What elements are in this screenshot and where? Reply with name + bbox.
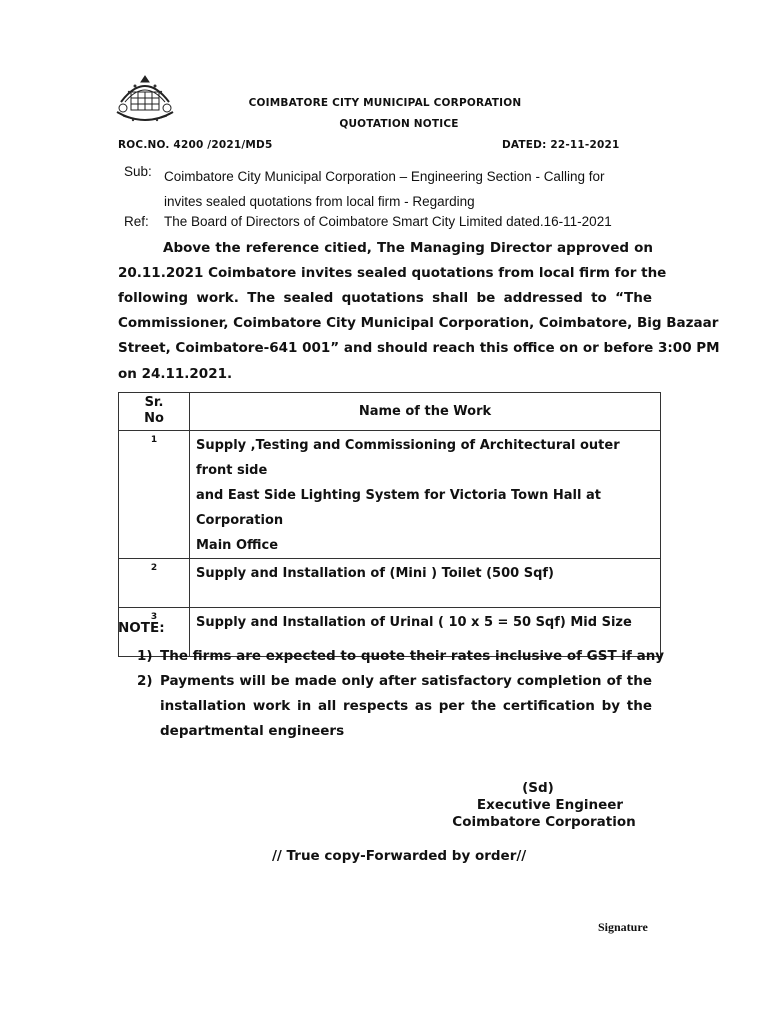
row-sr-no: 3 (119, 608, 190, 657)
header-work-name: Name of the Work (190, 393, 661, 431)
true-copy-line: // True copy-Forwarded by order// (272, 848, 527, 864)
note-line: The firms are expected to quote their rates inclusive of GST if any (160, 648, 665, 664)
note-item (137, 644, 665, 669)
signature-label: Signature (598, 920, 648, 934)
header-sr-line2: No (144, 411, 164, 426)
header-sr-no (119, 393, 190, 431)
note-number: 2) (137, 673, 153, 689)
note-label: NOTE: (118, 620, 165, 636)
table-row (119, 431, 661, 559)
note-number: 1) (137, 648, 153, 664)
reference-text: The Board of Directors of Coimbatore Smart City Limited dated.16-11-2021 (164, 214, 612, 229)
body-line: 20.11.2021 Coimbatore invites sealed quotations from local firm for the (118, 265, 667, 281)
subject-text (164, 164, 644, 214)
body-line: on 24.11.2021. (118, 366, 233, 382)
work-line: Main Office (196, 538, 279, 553)
row-sr-no: 1 (119, 431, 190, 559)
subject-label: Sub: (124, 164, 152, 179)
work-line: Supply and Installation of Urinal ( 10 x 5 = 50 Sqf) Mid Size (196, 615, 632, 630)
notice-date: DATED: 22-11-2021 (502, 139, 620, 151)
signed-mark: (Sd) (522, 780, 554, 796)
body-line: Street, Coimbatore-641 001” and should reach this office on or before 3:00 PM (118, 340, 720, 356)
work-line: Supply ,Testing and Commissioning of Architectural outer front side (196, 438, 620, 478)
note-line: departmental engineers (160, 723, 345, 739)
row-work-name (190, 559, 661, 608)
work-line: Supply and Installation of (Mini ) Toilet (500 Sqf) (196, 566, 554, 581)
table-row (119, 559, 661, 608)
note-item (137, 669, 652, 744)
subject-line-2: invites sealed quotations from local firm - Regarding (164, 194, 475, 209)
works-table (118, 392, 661, 657)
table-header-row (119, 393, 661, 431)
reference-label: Ref: (124, 214, 149, 229)
notice-title: QUOTATION NOTICE (339, 118, 459, 130)
body-line: Above the reference citied, The Managing Director approved on (163, 240, 653, 256)
body-line: Commissioner, Coimbatore City Municipal Corporation, Coimbatore, Big Bazaar (118, 315, 719, 331)
roc-number: ROC.NO. 4200 /2021/MD5 (118, 139, 273, 151)
header-sr-line1: Sr. (144, 395, 164, 410)
corporation-title: COIMBATORE CITY MUNICIPAL CORPORATION (248, 97, 522, 109)
row-work-name (190, 431, 661, 559)
row-sr-no: 2 (119, 559, 190, 608)
note-list (137, 644, 665, 744)
work-line: and East Side Lighting System for Victoria Town Hall at Corporation (196, 488, 601, 528)
note-line: installation work in all respects as per the certification by the (160, 698, 652, 714)
note-line: Payments will be made only after satisfactory completion of the (160, 673, 652, 689)
body-line: following work. The sealed quotations shall be addressed to “The (118, 290, 652, 306)
signatory-designation: Executive Engineer (476, 797, 624, 813)
signatory-office: Coimbatore Corporation (452, 814, 636, 830)
subject-line-1: Coimbatore City Municipal Corporation – Engineering Section - Calling for (164, 169, 605, 184)
